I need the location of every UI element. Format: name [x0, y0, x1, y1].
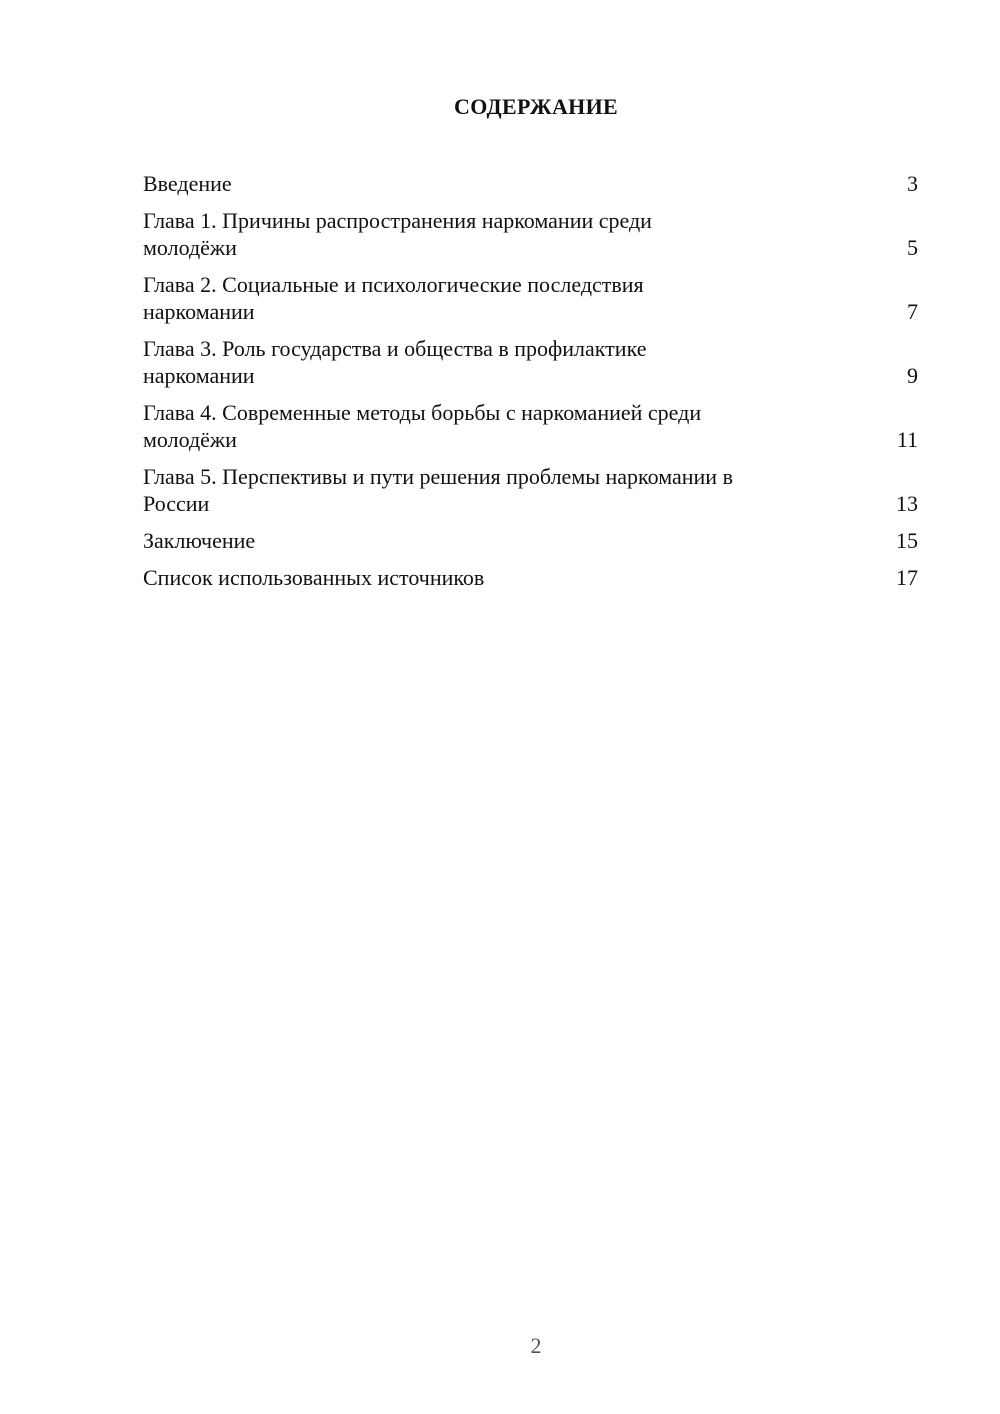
toc-entry-chapter-2 — [143, 271, 918, 325]
toc-entry-title: Глава 4. Современные методы борьбы с наркоманией среди молодёжи — [143, 400, 702, 452]
table-of-contents — [143, 170, 918, 601]
toc-entry-title: Глава 2. Социальные и психологические последствия наркомании — [143, 272, 644, 324]
toc-entry-title: Глава 3. Роль государства и общества в профилактике наркомании — [143, 336, 647, 388]
page-title: СОДЕРЖАНИЕ — [454, 94, 618, 119]
toc-entry-page: 11 — [896, 427, 918, 452]
toc-entry-chapter-4 — [143, 399, 918, 453]
toc-entry-title: Глава 1. Причины распространения наркомании среди молодёжи — [143, 208, 652, 260]
page-number: 2 — [530, 1333, 542, 1358]
toc-entry-conclusion — [143, 527, 918, 554]
toc-entry-title: Список использованных источников — [143, 565, 485, 590]
toc-entry-chapter-5 — [143, 463, 918, 517]
toc-entry-introduction — [143, 170, 918, 197]
toc-entry-title: Глава 5. Перспективы и пути решения проблемы наркомании в России — [143, 464, 733, 516]
toc-entry-chapter-1 — [143, 207, 918, 261]
toc-entry-page: 17 — [896, 565, 918, 590]
toc-entry-page: 5 — [907, 235, 918, 260]
toc-entry-page: 15 — [896, 528, 918, 553]
toc-entry-title: Введение — [143, 171, 232, 196]
toc-entry-page: 9 — [907, 363, 918, 388]
toc-entry-chapter-3 — [143, 335, 918, 389]
toc-entry-page: 3 — [907, 171, 918, 196]
toc-entry-page: 13 — [896, 491, 918, 516]
toc-entry-references — [143, 564, 918, 591]
toc-entry-title: Заключение — [143, 528, 256, 553]
toc-entry-page: 7 — [907, 299, 918, 324]
